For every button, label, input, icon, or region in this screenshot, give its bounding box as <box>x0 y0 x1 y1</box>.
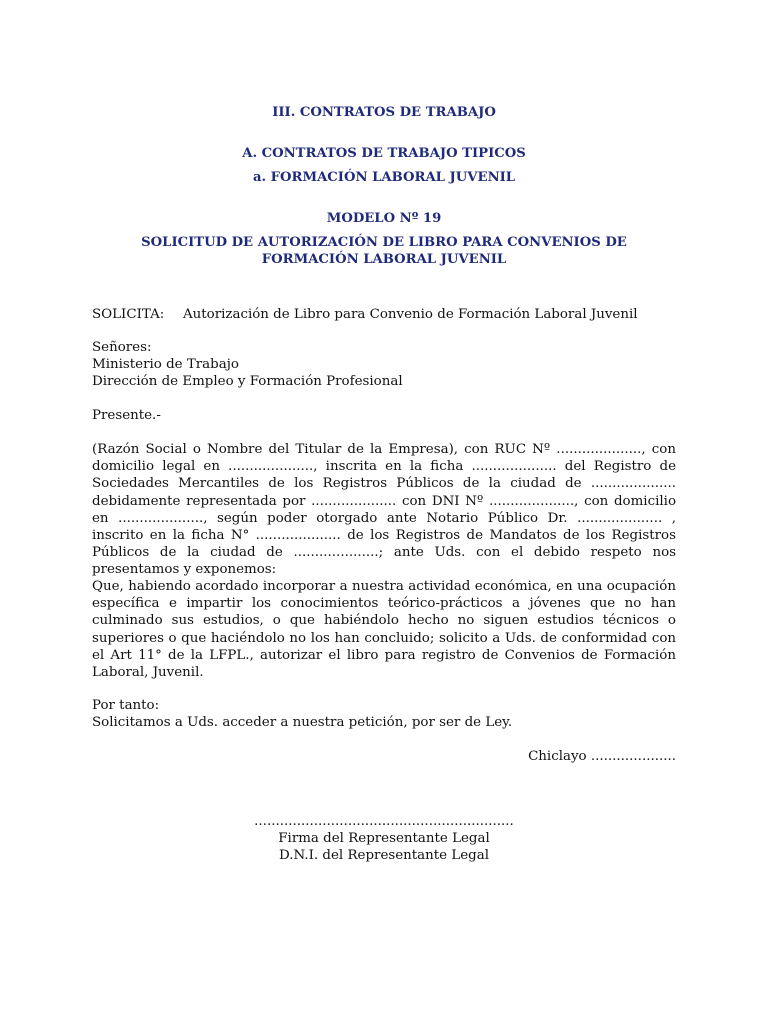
signature-block <box>92 813 676 865</box>
signature-label-1: Firma del Representante Legal <box>278 831 490 847</box>
subheading-typical-contracts: A. CONTRATOS DE TRABAJO TIPICOS <box>242 146 526 161</box>
place-date: Chiclayo .................... <box>528 749 676 764</box>
subheading-youth-training: a. FORMACIÓN LABORAL JUVENIL <box>252 170 516 185</box>
addressee-line-1: Ministerio de Trabajo <box>92 357 239 373</box>
body-paragraph-2: Que, habiendo acordado incorporar a nuestra actividad económica, en una ocupación específica e impartir los conocimientos teórico-prácticos a jóvenes que no han culminado sus estudios, o que habiéndolo hecho no siguen estudios técnicos o superiores o que haciéndolo no los han concluido; solicito a Uds. de conformidad con el Art 11° de la LFPL., autorizar el libro para registro de Convenios de Formación Laboral, Juvenil. <box>92 579 676 681</box>
closing-block <box>92 697 676 731</box>
body-paragraph-1: (Razón Social o Nombre del Titular de la Empresa), con RUC Nº ...................., con domicilio legal en ...................., inscrita en la ficha .................... del Registro de Sociedades Mercantiles de los Registros Públicos de la ciudad de .................... debidamente representada por .................... con DNI Nº ...................., con domicilio en ...................., según poder otorgado ante Notario Público Dr. .................... , inscrito en la ficha N° .................... de los Registros de Mandatos de los Registros Públicos de la ciudad de ....................; ante Uds. con el debido respeto nos presentamos y exponemos: <box>92 442 676 578</box>
solicita-text: Autorización de Libro para Convenio de Formación Laboral Juvenil <box>183 307 638 322</box>
solicita-row <box>92 306 676 323</box>
solicita-label: SOLICITA: <box>92 307 165 322</box>
closing-line-1: Por tanto: <box>92 698 160 713</box>
closing-line-2: Solicitamos a Uds. acceder a nuestra petición, por ser de Ley. <box>92 715 513 731</box>
model-title: SOLICITUD DE AUTORIZACIÓN DE LIBRO PARA CONVENIOS DE FORMACIÓN LABORAL JUVENIL <box>141 235 627 267</box>
model-number: MODELO Nº 19 <box>326 211 442 226</box>
addressee-block <box>92 339 676 391</box>
signature-line: ............................................................. <box>254 814 514 829</box>
salutation: Señores: <box>92 340 152 355</box>
addressee-line-2: Dirección de Empleo y Formación Profesional <box>92 374 403 390</box>
presente-line: Presente.- <box>92 408 161 423</box>
signature-label-2: D.N.I. del Representante Legal <box>279 848 489 864</box>
section-heading: III. CONTRATOS DE TRABAJO <box>272 105 496 120</box>
